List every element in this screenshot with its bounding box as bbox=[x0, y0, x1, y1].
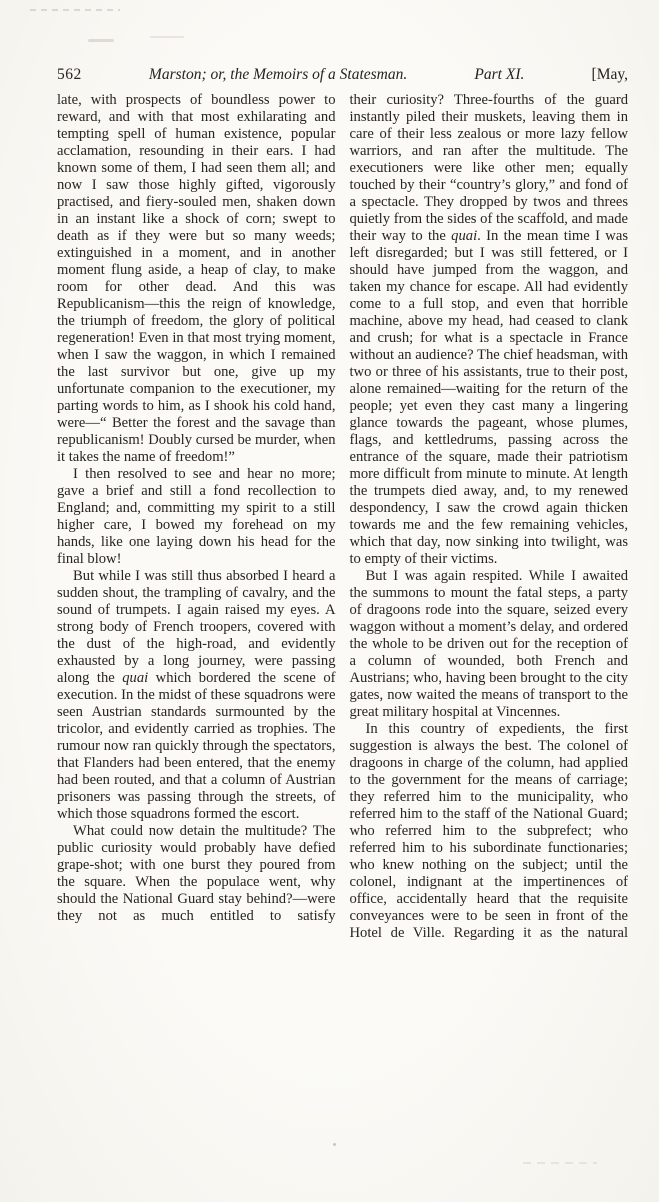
running-title: Marston; or, the Memoirs of a Statesman. bbox=[148, 66, 408, 83]
text-run: But while I was still thus absorbed I heard a sudden shout, the trampling of cavalry, and the sound of trumpets. I again raised my eyes. A strong body of French troopers, covered with the dust of the high-road, and evidently exhausted by a long journey, were passing along the bbox=[57, 568, 336, 686]
italic-text: quai bbox=[122, 670, 149, 686]
paragraph bbox=[350, 721, 629, 942]
scan-artifact bbox=[523, 1162, 597, 1164]
paragraph bbox=[57, 568, 336, 823]
column-right bbox=[350, 92, 629, 942]
text-run: In this country of expedients, the first suggestion is always the best. The colonel of dragoons in charge of the column, had applied to the government for the means of carriage; they referred him to the municipality, who referred him to the staff of the National Guard; who referred him to the subprefect; who referred him to his subordinate functionaries; who knew nothing on the subject; until the colonel, indignant at the impertinences of office, accidentally heard that the requisite conveyances were to be seen in front of the Hotel de Ville. Regarding it as the natural bbox=[349, 721, 628, 941]
paragraph bbox=[57, 466, 336, 568]
text-run: . In the mean time I was left disregarded; but I was still fettered, or I should have jumped from the waggon, and taken my chance for escape. All had evidently come to a full stop, and even that horrible machine, above my head, had ceased to clank and crush; for what is a spectacle in France without an audience? The chief headsman, with two or three of his assistants, true to their post, alone remained—waiting for the return of the people; yet even they cast many a lingering glance towards the pageant, whose plumes, flags, and kettledrums, passing across the entrance of the square, made their patriotism more difficult from minute to minute. At length the trumpets died away, and, to my renewed despondency, I saw the crowd again thicken towards me and the few remaining vehicles, which that day, now sinking into twilight, was to empty of their victims. bbox=[349, 228, 628, 567]
paragraph bbox=[350, 92, 629, 568]
text-run: late, with prospects of boundless power to reward, and with that most exhilarating and tempting spell of human existence, popular acclamation, resounding in their ears. I had known some of them, I had seen them all; and now I saw those highly gifted, vigorously practised, and fiery-souled men, shaken down in an instant like a shock of corn; swept to death as if they were but so many weeds; extinguished in a moment, and in another moment flung aside, a heap of clay, to make room for other dead. And this was Republicanism—this the reign of knowledge, the triumph of freedom, the glory of political regeneration! Even in that most trying moment, when I saw the waggon, in which I remained the last survivor but one, give up my unfortunate companion to the executioner, my parting words to him, as I shook his cold hand, were—“ Better the forest and the savage than republicanism! Doubly cursed be murder, when it takes the name of freedom!” bbox=[57, 92, 336, 465]
part-label: Part XI. bbox=[474, 66, 525, 83]
page-body bbox=[57, 92, 628, 942]
issue-label: [May, bbox=[591, 66, 628, 83]
paragraph bbox=[57, 823, 336, 925]
text-run: their curiosity? Three-fourths of the guard instantly piled their muskets, leaving them in care of their less zealous or more lazy fellow warriors, and ran after the multitude. The executioners were like other men; equally touched by their “country’s glory,” and fond of a spectacle. They dropped by twos and threes quietly from the sides of the scaffold, and made their way to the bbox=[349, 92, 628, 244]
scan-artifact bbox=[150, 36, 184, 38]
column-left bbox=[57, 92, 336, 942]
scan-artifact bbox=[88, 39, 114, 42]
text-run: But I was again respited. While I awaited the summons to mount the fatal steps, a party of dragoons rode into the square, seized every waggon without a moment’s delay, and ordered the whole to be driven out for the reception of a column of wounded, both French and Austrians; who, having been brought to the city gates, now waited the means of transport to the great military hospital at Vincennes. bbox=[349, 568, 628, 720]
italic-text: quai bbox=[451, 228, 478, 244]
page-number: 562 bbox=[57, 66, 82, 83]
paragraph bbox=[350, 568, 629, 721]
scan-artifact bbox=[333, 1143, 336, 1146]
text-run: I then resolved to see and hear no more; gave a brief and still a fond recollection to England; and, committing my spirit to a still higher care, I bowed my forehead on my hands, like one laying down his head for the final blow! bbox=[57, 466, 336, 567]
paragraph bbox=[57, 92, 336, 466]
scan-artifact bbox=[30, 9, 120, 11]
page-header bbox=[57, 66, 628, 84]
text-run: What could now detain the multitude? The public curiosity would probably have defied grape-shot; with one burst they poured from the square. When the populace went, why should the National Guard stay behind?—were they not as much entitled to satisfy bbox=[57, 823, 336, 924]
text-run: which bordered the scene of execution. In the midst of these squadrons were seen Austrian standards surmounted by the tricolor, and evidently carried as trophies. The rumour now ran quickly through the spectators, that Flanders had been entered, that the enemy had been routed, and that a column of Austrian prisoners was passing through the streets, of which those squadrons formed the escort. bbox=[57, 670, 336, 822]
